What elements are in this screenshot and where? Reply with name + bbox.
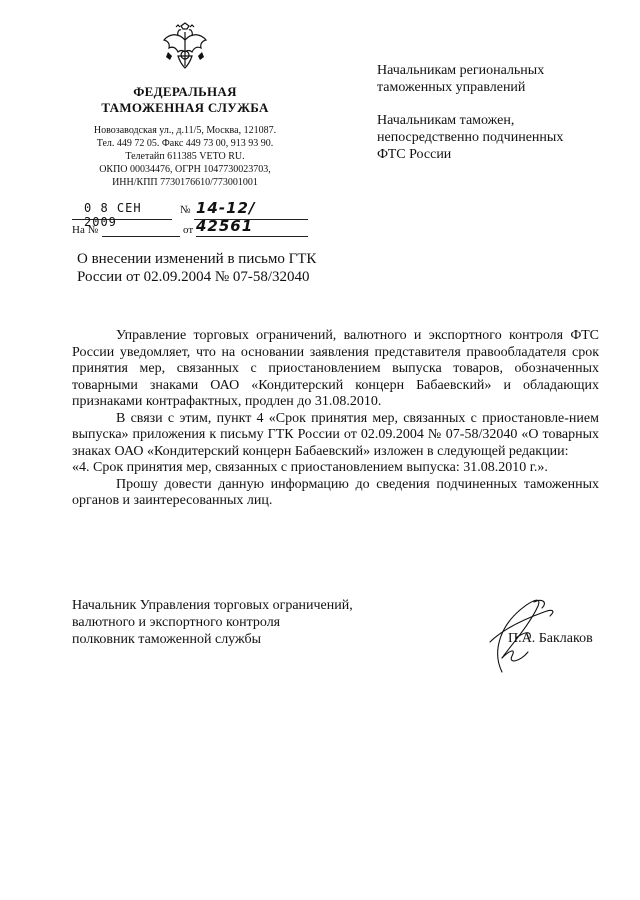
addressee-line: таможенных управлений: [377, 80, 526, 95]
ref-from-label: от: [183, 224, 194, 236]
letter-body: [72, 328, 599, 510]
ref-label: На №: [72, 224, 99, 236]
signatory-title: [72, 597, 392, 648]
org-teletype: Телетайп 611385 VETO RU.: [125, 151, 245, 162]
body-paragraph: В связи с этим, пункт 4 «Срок принятия мер, связанных с приостановле-нием выпуска» приложения к письму ГТК России от 02.09.2004 № 07-58/32040 «О товарных знаках ОАО «Кондитерский концерн Бабаевский» изложен в следующей редакции:: [72, 410, 599, 459]
signatory-name: П.А. Баклаков: [508, 631, 593, 646]
org-inn: ИНН/КПП 7730176610/773001001: [112, 177, 258, 188]
reg-number-field: [194, 199, 308, 235]
reg-no-label: №: [180, 204, 191, 216]
addressee-line: Начальникам таможен,: [377, 113, 515, 128]
org-okpo: ОКПО 00034476, ОГРН 1047730023703,: [99, 164, 271, 175]
reg-number: 14-12/ 42561: [196, 199, 256, 235]
org-name-line2: ТАМОЖЕННАЯ СЛУЖБА: [101, 100, 269, 115]
signatory-line: валютного и экспортного контроля: [72, 615, 281, 630]
double-headed-eagle-emblem-icon: [160, 22, 210, 74]
ref-date-line: [196, 222, 308, 237]
addressee-line: ФТС России: [377, 147, 452, 162]
signatory-line: полковник таможенной службы: [72, 632, 262, 647]
body-paragraph: Управление торговых ограничений, валютного и экспортного контроля ФТС России уведомляет, что на основании заявления представителя правообладателя срок принятия мер, связанных с приостановлением выпуска товаров, обозначенных товарными знаками ОАО «Кондитерский концерн Бабаевский» и обладающих признаками контрафактных, продлен до 31.08.2010.: [72, 328, 599, 409]
ref-number-line: [102, 222, 180, 237]
addressee-line: Начальникам региональных: [377, 63, 545, 78]
body-paragraph: Прошу довести данную информацию до сведения подчиненных таможенных органов и заинтересованных лиц.: [72, 476, 599, 508]
signatory-line: Начальник Управления торговых ограничений,: [72, 598, 353, 613]
addressee-block: [377, 62, 617, 163]
subject: [77, 250, 337, 286]
org-phone: Тел. 449 72 05. Факс 449 73 00, 913 93 90.: [96, 138, 274, 149]
body-paragraph: «4. Срок принятия мер, связанных с приостановлением выпуска: 31.08.2010 г.».: [72, 460, 548, 475]
subject-line: России от 02.09.2004 № 07-58/32040: [77, 269, 310, 285]
reg-date-field: [72, 201, 172, 229]
subject-line: О внесении изменений в письмо ГТК: [77, 251, 317, 267]
addressee-line: непосредственно подчиненных: [377, 130, 564, 145]
org-address: Новозаводская ул., д.11/5, Москва, 121087.: [93, 125, 277, 136]
reg-date: 0 8 СЕН 2009: [84, 201, 142, 229]
org-name-line1: ФЕДЕРАЛЬНАЯ: [133, 84, 237, 99]
